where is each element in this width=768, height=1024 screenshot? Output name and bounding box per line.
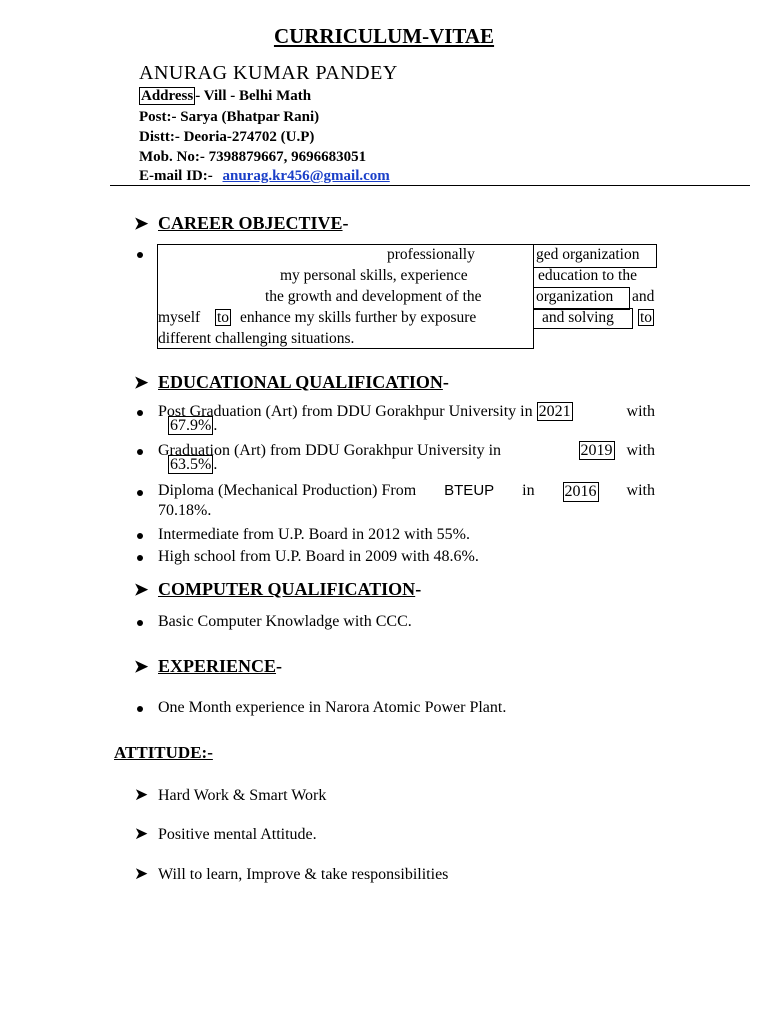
- candidate-name: ANURAG KUMAR PANDEY: [139, 62, 398, 84]
- address-line: [139, 88, 311, 105]
- computer-item: Basic Computer Knowladge with CCC.: [158, 613, 412, 630]
- mobile-line: Mob. No:- 7398879667, 9696683051: [139, 149, 367, 165]
- header-divider: [110, 185, 750, 186]
- bullet-dot-icon: [137, 449, 143, 455]
- arrow-bullet-icon: ➤: [134, 864, 149, 883]
- email-link[interactable]: anurag.kr456@gmail.com: [222, 168, 390, 184]
- arrow-bullet-icon: ➤: [134, 373, 149, 392]
- bullet-dot-icon: [137, 555, 143, 561]
- arrow-bullet-icon: ➤: [134, 580, 149, 599]
- education-item: Graduation (Art) from DDU Gorakhpur University in 2019 with 63.5% .: [158, 442, 655, 473]
- attitude-heading: ATTITUDE:-: [114, 743, 213, 762]
- arrow-bullet-icon: ➤: [134, 824, 149, 843]
- bullet-dot-icon: [137, 410, 143, 416]
- career-objective-heading: ➤ CAREER OBJECTIVE-: [134, 213, 349, 233]
- experience-heading: ➤ EXPERIENCE-: [134, 656, 283, 676]
- page-title: CURRICULUM-VITAE: [273, 24, 495, 48]
- arrow-bullet-icon: ➤: [134, 785, 149, 804]
- attitude-item: ➤ Hard Work & Smart Work: [134, 785, 327, 804]
- attitude-item: ➤ Positive mental Attitude.: [134, 824, 317, 843]
- email-line: [139, 168, 390, 185]
- experience-item: One Month experience in Narora Atomic Power Plant.: [158, 699, 507, 716]
- text-box-frame: [157, 244, 534, 349]
- text-box-frame: [533, 244, 657, 268]
- text-box-frame: [533, 287, 630, 310]
- computer-heading: ➤ COMPUTER QUALIFICATION-: [134, 579, 422, 599]
- bullet-dot-icon: [137, 706, 143, 712]
- education-item: Diploma (Mechanical Production) From BTEUP in 2016 with 70.18%.: [158, 482, 655, 519]
- bullet-dot-icon: [137, 533, 143, 539]
- education-item: High school from U.P. Board in 2009 with 48.6%.: [158, 548, 479, 565]
- education-item: Intermediate from U.P. Board in 2012 with 55%.: [158, 526, 470, 543]
- post-line: Post:- Sarya (Bhatpar Rani): [139, 109, 320, 125]
- bullet-dot-icon: [137, 490, 143, 496]
- bullet-dot-icon: [137, 252, 143, 258]
- arrow-bullet-icon: ➤: [134, 657, 149, 676]
- text-box-frame: [533, 308, 633, 329]
- district-line: Distt:- Deoria-274702 (U.P): [139, 129, 315, 145]
- email-label: E-mail ID:-: [139, 168, 213, 184]
- address-label: Address: [141, 88, 194, 104]
- arrow-bullet-icon: ➤: [134, 214, 149, 233]
- attitude-item: ➤ Will to learn, Improve & take responsibilities: [134, 864, 449, 883]
- education-item: Post Graduation (Art) from DDU Gorakhpur University in 2021 with 67.9% .: [158, 403, 655, 434]
- education-heading: ➤ EDUCATIONAL QUALIFICATION-: [134, 372, 449, 392]
- address-value: - Vill - Belhi Math: [195, 88, 312, 104]
- bullet-dot-icon: [137, 620, 143, 626]
